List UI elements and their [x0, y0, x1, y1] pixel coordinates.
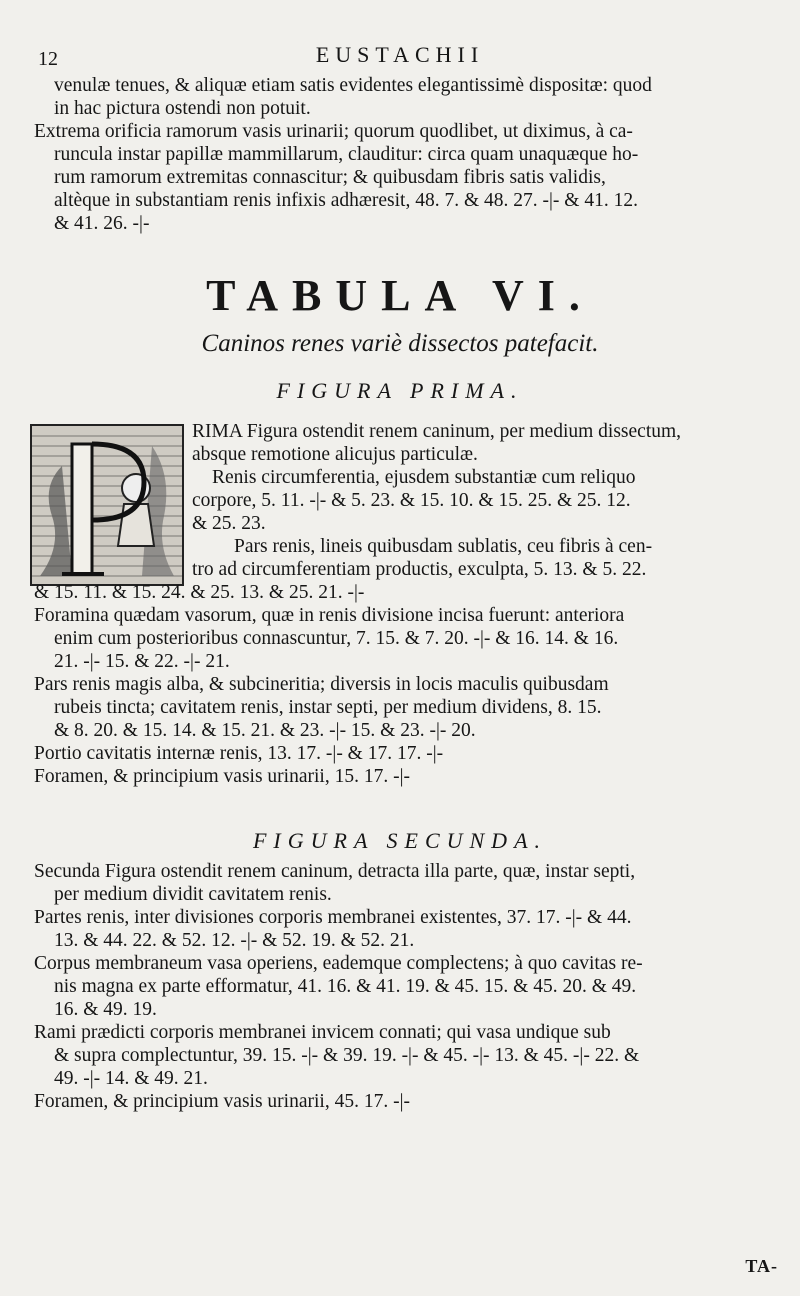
intro-paragraphs — [34, 74, 770, 235]
text-line: rum ramorum extremitas connascitur; & quibusdam fibris satis validis, — [54, 167, 606, 188]
text-line: corpore, 5. 11. -|- & 5. 23. & 15. 10. & 15. 25. & 25. 12. — [192, 490, 631, 511]
text-line: Foramen, & principium vasis urinarii, 45. 17. -|- — [34, 1091, 410, 1112]
text-line: Extrema orificia ramorum vasis urinarii; quorum quodlibet, ut diximus, à ca- — [34, 121, 633, 142]
page-header — [22, 36, 778, 76]
running-head: EUSTACHII — [315, 42, 485, 67]
text-line: Portio cavitatis internæ renis, 13. 17. -|- & 17. 17. -|- — [34, 743, 444, 764]
figura-prima-heading: FIGURA PRIMA. — [276, 378, 524, 403]
page-number: 12 — [38, 48, 58, 70]
text-line: & 25. 23. — [192, 513, 266, 534]
text-line: rubeis tincta; cavitatem renis, instar septi, per medium dividens, 8. 15. — [54, 697, 602, 718]
text-line: tro ad circumferentiam productis, exculpta, 5. 13. & 5. 22. — [192, 559, 647, 580]
text-line: & 15. 11. & 15. 24. & 25. 13. & 25. 21. -|- — [34, 582, 365, 603]
figura-secunda-text — [34, 860, 770, 1113]
text-line: Pars renis, lineis quibusdam sublatis, ceu fibris à cen- — [234, 536, 653, 557]
text-line: & 8. 20. & 15. 14. & 15. 21. & 23. -|- 15. & 23. -|- 20. — [54, 720, 476, 741]
plate-title: TABULA VI. — [206, 271, 594, 320]
text-line: 21. -|- 15. & 22. -|- 21. — [54, 651, 230, 672]
text-line: Secunda Figura ostendit renem caninum, detracta illa parte, quæ, instar septi, — [34, 861, 636, 882]
text-line: Rami prædicti corporis membranei invicem connati; qui vasa undique sub — [34, 1022, 611, 1043]
text-line: Corpus membraneum vasa operiens, eademque complectens; à quo cavitas re- — [34, 953, 643, 974]
text-line: enim cum posterioribus connascuntur, 7. 15. & 7. 20. -|- & 16. 14. & 16. — [54, 628, 619, 649]
text-line: 13. & 44. 22. & 52. 12. -|- & 52. 19. & 52. 21. — [54, 930, 415, 951]
text-line: Foramen, & principium vasis urinarii, 15. 17. -|- — [34, 766, 410, 787]
text-line: & supra complectuntur, 39. 15. -|- & 39. 19. -|- & 45. -|- 13. & 45. -|- 22. & — [54, 1045, 640, 1066]
text-line: Pars renis magis alba, & subcineritia; diversis in locis maculis quibusdam — [34, 674, 609, 695]
text-line: Partes renis, inter divisiones corporis membranei existentes, 37. 17. -|- & 44. — [34, 907, 632, 928]
text-line: in hac pictura ostendi non potuit. — [54, 98, 311, 119]
text-line: nis magna ex parte efformatur, 41. 16. & 41. 19. & 45. 15. & 45. 20. & 49. — [54, 976, 637, 997]
text-line: venulæ tenues, & aliquæ etiam satis evidentes elegantissimè dispositæ: quod — [54, 75, 652, 96]
text-line: & 41. 26. -|- — [54, 213, 150, 234]
text-line: 16. & 49. 19. — [54, 999, 157, 1020]
text-line: RIMA Figura ostendit renem caninum, per medium dissectum, — [192, 421, 682, 442]
text-line: altèque in substantiam renis infixis adhæresit, 48. 7. & 48. 27. -|- & 41. 12. — [54, 190, 638, 211]
text-line: Foramina quædam vasorum, quæ in renis divisione incisa fuerunt: anteriora — [34, 605, 625, 626]
text-line: runcula instar papillæ mammillarum, clauditur: circa quam unaquæque ho- — [54, 144, 639, 165]
figura-prima-wrapped — [34, 420, 770, 558]
text-line: absque remotione alicujus particulæ. — [192, 444, 478, 465]
catchword: TA- — [745, 1256, 778, 1276]
figura-secunda-heading: FIGURA SECUNDA. — [252, 828, 548, 853]
text-line: Renis circumferentia, ejusdem substantiæ cum reliquo — [212, 467, 636, 488]
text-line: 49. -|- 14. & 49. 21. — [54, 1068, 208, 1089]
plate-subtitle: Caninos renes variè dissectos patefacit. — [201, 330, 599, 357]
figura-prima-text — [34, 420, 770, 788]
text-line: per medium dividit cavitatem renis. — [54, 884, 332, 905]
